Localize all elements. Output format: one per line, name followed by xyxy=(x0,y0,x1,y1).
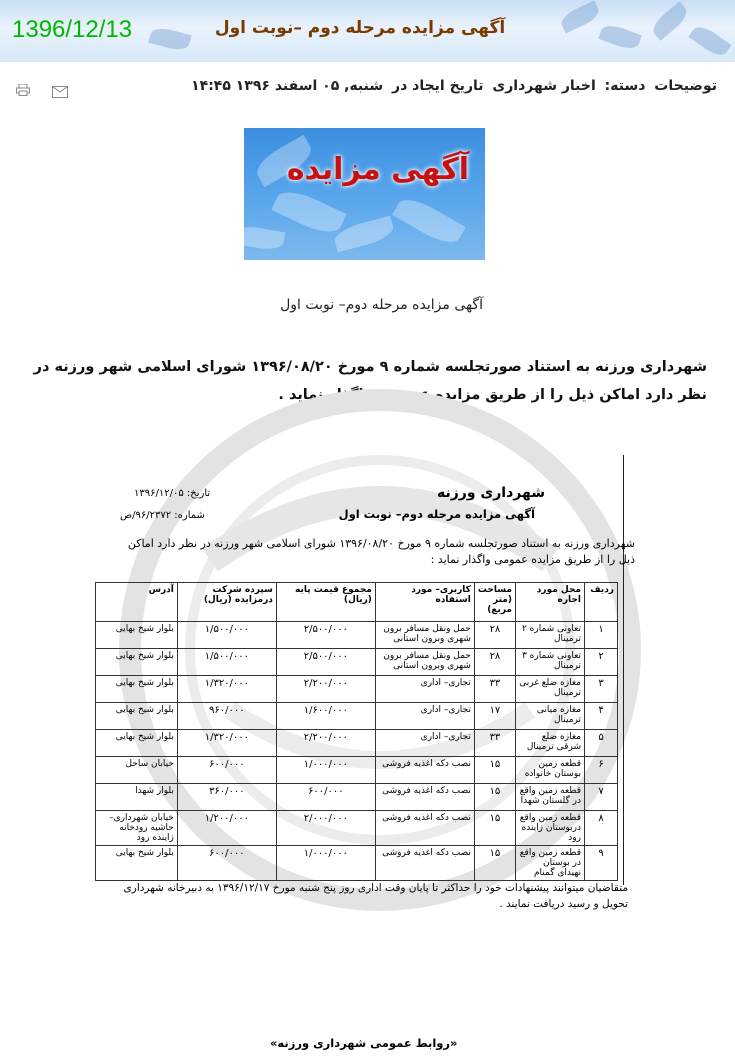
table-cell: ۳۶۰/۰۰۰ xyxy=(177,784,276,811)
table-row xyxy=(96,622,618,649)
meta-created-label: تاریخ ایجاد در xyxy=(392,78,484,94)
table-cell: ۶۰۰/۰۰۰ xyxy=(276,784,375,811)
document-footer: متقاضیان میتوانند پیشنهادات خود را حداکثر تا پایان وقت اداری روز پنج شنبه مورخ ۱۳۹۶/۱۲/۱۷ به دبیرخانه شهرداری تحویل و رسید دریافت نمایند . xyxy=(123,882,628,910)
table-row xyxy=(96,757,618,784)
table-row xyxy=(96,784,618,811)
document-date: تاریخ: ۱۳۹۶/۱۲/۰۵ xyxy=(134,488,211,499)
meta-category-label: دسته: xyxy=(604,78,646,94)
table-cell: ۱۵ xyxy=(474,757,515,784)
article-title: آگهی مزایده مرحله دوم –نوبت اول xyxy=(214,18,506,38)
table-row xyxy=(96,846,618,881)
article-meta xyxy=(187,78,717,94)
article-intro: شهرداری ورزنه به استناد صورتجلسه شماره ۹ مورخ ۱۳۹۶/۰۸/۲۰ شورای اسلامی شهر ورزنه در نظر دارد اماکن ذیل را از طریق مزایده عمومی واگذار نماید . xyxy=(33,359,707,403)
table-cell: ۱ xyxy=(585,622,618,649)
table-cell: بلوار شیخ بهایی xyxy=(96,730,178,757)
table-cell: ۹۶۰/۰۰۰ xyxy=(177,703,276,730)
table-cell: قطعه زمین بوستان خانواده xyxy=(516,757,585,784)
table-cell: ۱/۳۲۰/۰۰۰ xyxy=(177,730,276,757)
table-cell: حمل ونقل مسافر برون شهری وبرون استانی xyxy=(375,622,474,649)
table-row xyxy=(96,730,618,757)
table-cell: مغازه ضلع غربی ترمینال xyxy=(516,676,585,703)
article-subtitle: آگهی مزایده مرحله دوم– نوبت اول xyxy=(280,297,483,313)
table-row xyxy=(96,703,618,730)
column-header: مساحت (متر مربع) xyxy=(474,583,515,622)
announcement-image xyxy=(244,128,485,260)
document-signature: «روابط عمومی شهرداری ورزنه» xyxy=(270,1036,458,1050)
table-cell: بلوار شیخ بهایی xyxy=(96,676,178,703)
auction-table xyxy=(95,582,618,881)
table-cell: مغازه ضلع شرقی ترمینال xyxy=(516,730,585,757)
table-cell: ۲/۲۰۰/۰۰۰ xyxy=(276,730,375,757)
meta-created: شنبه, ۰۵ اسفند ۱۳۹۶ ۱۴:۴۵ xyxy=(191,78,384,94)
table-cell: ۴ xyxy=(585,703,618,730)
table-cell: ۱/۳۲۰/۰۰۰ xyxy=(177,676,276,703)
table-cell: ۷ xyxy=(585,784,618,811)
table-cell: خیابان ساحل xyxy=(96,757,178,784)
table-cell: تعاونی شماره ۲ ترمینال xyxy=(516,622,585,649)
table-cell: ۹ xyxy=(585,846,618,881)
table-cell: حمل ونقل مسافر برون شهری وبرون استانی xyxy=(375,649,474,676)
table-cell: ۲/۵۰۰/۰۰۰ xyxy=(276,649,375,676)
column-header: ردیف xyxy=(585,583,618,622)
document-subtitle: آگهی مزایده مرحله دوم– نوبت اول xyxy=(338,507,535,521)
petal-decoration xyxy=(392,192,466,250)
table-cell: ۱۵ xyxy=(474,846,515,881)
table-cell: قطعه زمین واقع در گلستان شهدا xyxy=(516,784,585,811)
table-cell: خیابان شهرداری– حاشیه رودخانه زاینده رود xyxy=(96,811,178,846)
table-cell: تجاری– اداری xyxy=(375,676,474,703)
table-cell: ۱/۰۰۰/۰۰۰ xyxy=(276,846,375,881)
table-cell: ۱/۵۰۰/۰۰۰ xyxy=(177,622,276,649)
table-cell: ۳ xyxy=(585,676,618,703)
table-cell: ۱/۲۰۰/۰۰۰ xyxy=(177,811,276,846)
table-cell: ۲/۵۰۰/۰۰۰ xyxy=(276,622,375,649)
table-cell: ۳۳ xyxy=(474,730,515,757)
table-cell: بلوار شهدا xyxy=(96,784,178,811)
table-cell: ۸ xyxy=(585,811,618,846)
table-header-row xyxy=(96,583,618,622)
table-row xyxy=(96,676,618,703)
column-header: آدرس xyxy=(96,583,178,622)
meta-desc-label: توضیحات xyxy=(654,78,717,94)
leaf-decoration xyxy=(148,25,191,53)
meta-category[interactable]: اخبار شهرداری xyxy=(492,78,596,94)
table-cell: بلوار شیخ بهایی xyxy=(96,703,178,730)
table-cell: ۱/۶۰۰/۰۰۰ xyxy=(276,703,375,730)
petal-decoration xyxy=(244,224,285,252)
table-cell: نصب دکه اغذیه فروشی xyxy=(375,846,474,881)
table-cell: ۳۳ xyxy=(474,676,515,703)
table-cell: ۲۸ xyxy=(474,622,515,649)
table-cell: ۱۷ xyxy=(474,703,515,730)
table-cell: نصب دکه اغذیه فروشی xyxy=(375,757,474,784)
table-cell: ۲/۰۰۰/۰۰۰ xyxy=(276,811,375,846)
table-cell: ۶۰۰/۰۰۰ xyxy=(177,757,276,784)
email-icon[interactable] xyxy=(52,86,68,98)
table-cell: قطعه زمین واقع در بوستان نهیدای گمنام xyxy=(516,846,585,881)
column-header: سپرده شرکت درمزایده (ریال) xyxy=(177,583,276,622)
table-cell: تجاری– اداری xyxy=(375,730,474,757)
table-cell: بلوار شیخ بهایی xyxy=(96,649,178,676)
table-cell: ۶۰۰/۰۰۰ xyxy=(177,846,276,881)
table-cell: نصب دکه اغذیه فروشی xyxy=(375,784,474,811)
table-cell: قطعه زمین واقع دربوستان زاینده رود xyxy=(516,811,585,846)
table-cell: مغازه میانی ترمینال xyxy=(516,703,585,730)
column-header: کاربری– مورد استفاده xyxy=(375,583,474,622)
table-cell: ۱۵ xyxy=(474,811,515,846)
table-row xyxy=(96,649,618,676)
leaf-decoration xyxy=(688,22,731,60)
table-row xyxy=(96,811,618,846)
table-cell: تعاونی شماره ۳ ترمینال xyxy=(516,649,585,676)
announcement-image-text: آگهی مزایده xyxy=(286,152,469,187)
table-cell: ۱۵ xyxy=(474,784,515,811)
date-stamp: 1396/12/13 xyxy=(12,16,133,43)
table-cell: تجاری– اداری xyxy=(375,703,474,730)
table-cell: ۲۸ xyxy=(474,649,515,676)
print-icon[interactable] xyxy=(16,84,30,96)
document-number: شماره: ۹۶/۲۳۷۲/ص xyxy=(120,510,205,521)
table-cell: ۶ xyxy=(585,757,618,784)
table-cell: ۱/۰۰۰/۰۰۰ xyxy=(276,757,375,784)
table-cell: ۱/۵۰۰/۰۰۰ xyxy=(177,649,276,676)
column-header: محل مورد اجاره xyxy=(516,583,585,622)
column-header: مجموع قیمت پایه (ریال) xyxy=(276,583,375,622)
table-cell: بلوار شیخ بهایی xyxy=(96,622,178,649)
table-cell: بلوار شیخ بهایی xyxy=(96,846,178,881)
leaf-decoration xyxy=(558,0,602,33)
table-cell: ۵ xyxy=(585,730,618,757)
document-intro: شهرداری ورزنه به استناد صورتجلسه شماره ۹ مورخ ۱۳۹۶/۰۸/۲۰ شورای اسلامی شهر ورزنه در نظر دارد اماکن ذیل را از طریق مزایده عمومی واگذار نماید : xyxy=(127,537,635,566)
document-border xyxy=(623,455,624,885)
document-title: شهرداری ورزنه xyxy=(436,485,545,501)
leaf-decoration xyxy=(598,22,642,53)
table-cell: ۲/۲۰۰/۰۰۰ xyxy=(276,676,375,703)
table-cell: نصب دکه اغذیه فروشی xyxy=(375,811,474,846)
table-cell: ۲ xyxy=(585,649,618,676)
leaf-decoration xyxy=(649,1,691,41)
